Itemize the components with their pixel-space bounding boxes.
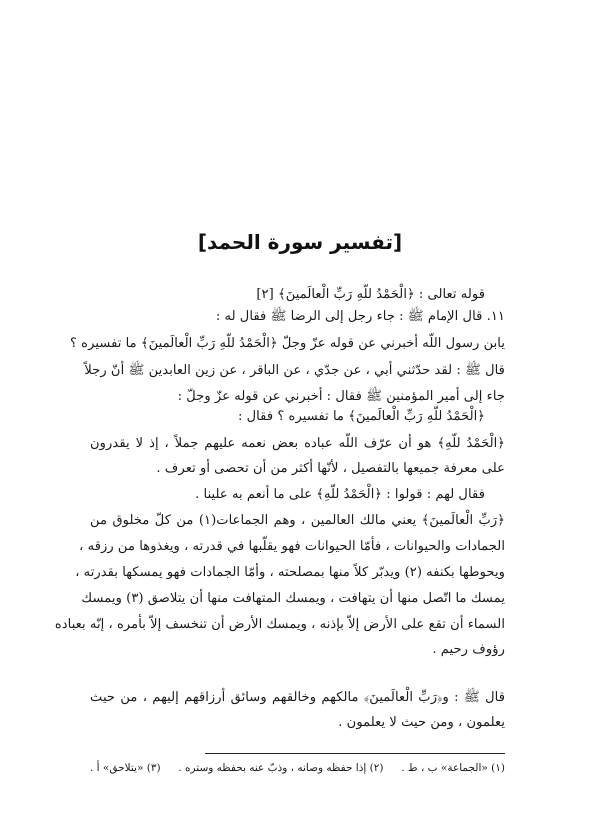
footnote-1: (١) «الجماعة» ب ، ط . <box>401 762 505 774</box>
text-line: قال ﷺ : لقد حدّثني أبي ، عن جدّي ، عن الباقر ، عن زين العابدين ﷺ أنّ رجلاً <box>84 363 505 378</box>
text-line: ﴿رَبِّ الْعالَمينَ﴾ يعني مالك العالمين ، وهم الجماعات(١) من كلّ مخلوق من <box>90 513 505 528</box>
text-line: على معرفة جميعها بالتفصيل ، لأنّها أكثر من أن تحصى أو تعرف . <box>156 461 505 476</box>
text-line: السماء أن تقع على الأرض إلاّ بإذنه ، ويمسك الأرض أن تنخسف إلاّ بأمره ، إنّه بعباده <box>54 617 505 632</box>
text-line: رؤوف رحيم . <box>432 642 505 657</box>
text-line: ﴿الْحَمْدُ للّهِ﴾ هو أن عرّف اللّه عباده بعض نعمه عليهم جملاً ، إذ لا يقدرون <box>90 436 505 451</box>
text-line: فقال لهم : قولوا : ﴿الْحَمْدُ للّهِ﴾ على ما أنعم به علينا . <box>195 487 485 502</box>
text-line: قال ﷺ : و﴿رَبِّ الْعالَمينَ﴾ مالكهم وخالقهم وسائق أرزاقهم إليهم ، من حيث <box>90 690 505 705</box>
hadith-number-line: ١١. قال الإمام ﷺ : جاء رجل إلى الرضا ﷺ فقال له : <box>215 309 505 324</box>
text-line: ويحوطها بكنفه (٢) ويدبّر كلاً منها بمصلحته ، وأمّا الجمادات فهو يمسكها بقدرته ، <box>75 565 505 580</box>
text-line: يابن رسول اللّه أخبرني عن قوله عزّ وجلّ ﴿الْحَمْدُ للّهِ رَبِّ الْعالَمينَ﴾ ما تفسيره ؟ <box>69 336 505 351</box>
text-line: يمسك ما اتّصل منها أن يتهافت ، ويمسك المتهافت منها أن يتلاصق (٣) ويمسك <box>81 591 505 606</box>
text-line: ﴿الْحَمْدُ للّهِ رَبِّ الْعالَمينَ﴾ ما تفسيره ؟ فقال : <box>237 409 485 424</box>
section-title: [تفسير سورة الحمد] <box>197 230 403 254</box>
footnote-2: (٢) إذا حفظه وصانه ، وذبّ عنه بحفظه وستره . <box>178 762 384 774</box>
verse-line: قوله تعالى : ﴿الْحَمْدُ للّهِ رَبِّ الْعالَمينَ﴾ [٢] <box>256 287 485 302</box>
text-line: الجمادات والحيوانات ، فأمّا الحيوانات فهو يقلّبها في قدرته ، ويغذوها من رزقه ، <box>79 539 505 554</box>
footnote-divider <box>205 753 505 754</box>
text-line: جاء إلى أمير المؤمنين ﷺ فقال : أخبرني عن قوله عزّ وجلّ : <box>177 389 505 404</box>
footnotes <box>90 760 505 776</box>
footnote-3: (٣) «يتلاحق» أ . <box>90 762 161 774</box>
text-line: يعلمون ، ومن حيث لا يعلمون . <box>338 715 505 730</box>
